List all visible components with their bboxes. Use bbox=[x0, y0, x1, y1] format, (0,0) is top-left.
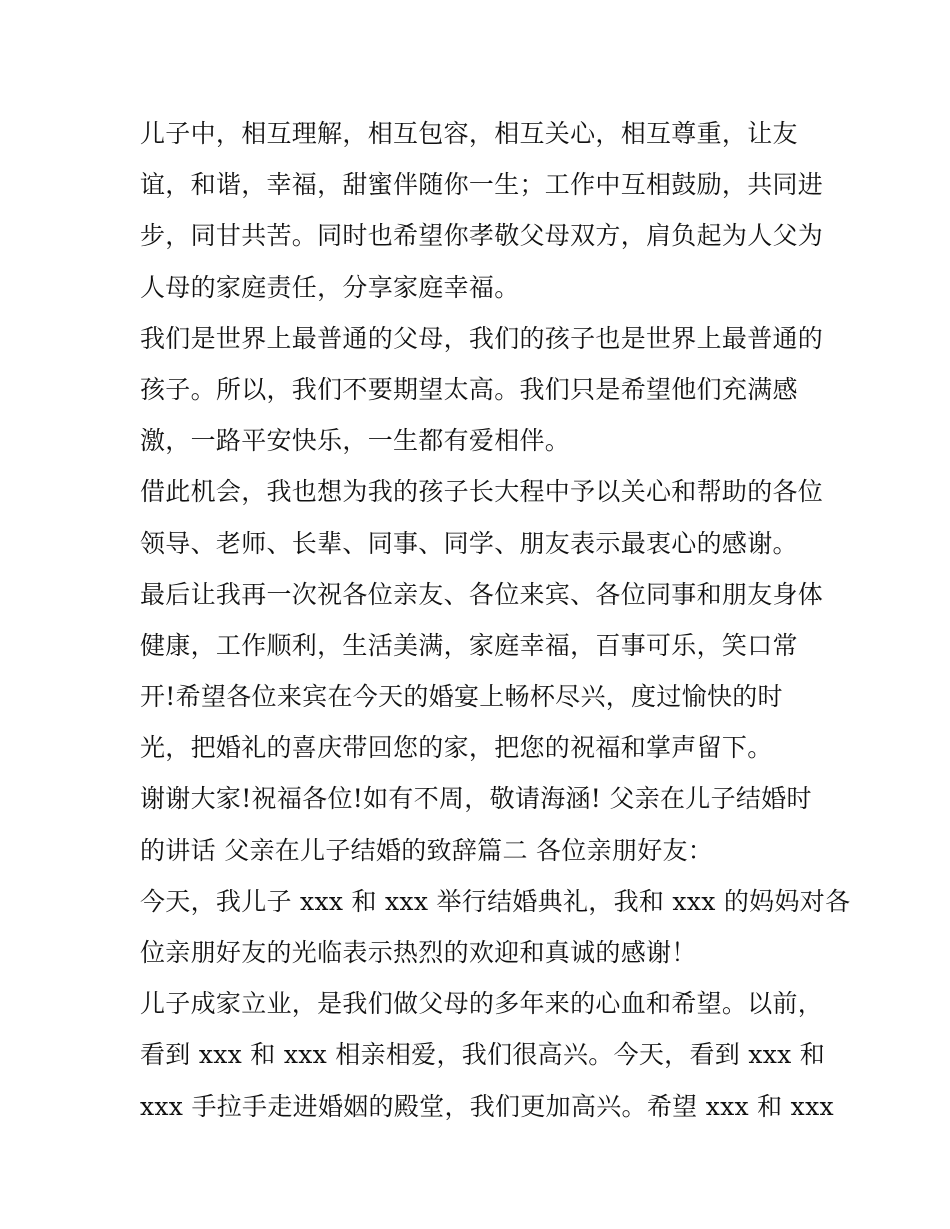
text-line: 儿子成家立业，是我们做父母的多年来的心血和希望。以前， bbox=[140, 989, 824, 1019]
text-line: 今天，我儿子 xxx 和 xxx 举行结婚典礼，我和 xxx 的妈妈对各 bbox=[140, 886, 851, 916]
text-line: 人母的家庭责任，分享家庭幸福。 bbox=[140, 272, 520, 302]
text-line: 借此机会，我也想为我的孩子长大程中予以关心和帮助的各位 bbox=[140, 477, 824, 507]
text-line: 光，把婚礼的喜庆带回您的家，把您的祝福和掌声留下。 bbox=[140, 733, 773, 763]
text-line: 谢谢大家!祝福各位!如有不周，敬请海涵! 父亲在儿子结婚时 bbox=[140, 784, 812, 814]
text-line: 开!希望各位来宾在今天的婚宴上畅杯尽兴，度过愉快的时 bbox=[140, 682, 783, 712]
text-line: 健康，工作顺利，生活美满，家庭幸福，百事可乐，笑口常 bbox=[140, 630, 798, 660]
text-line: 我们是世界上最普通的父母，我们的孩子也是世界上最普通的 bbox=[140, 323, 824, 353]
text-line: 的讲话 父亲在儿子结婚的致辞篇二 各位亲朋好友： bbox=[140, 835, 714, 865]
text-line: 激，一路平安快乐，一生都有爱相伴。 bbox=[140, 426, 571, 456]
text-line: 领导、老师、长辈、同事、同学、朋友表示最衷心的感谢。 bbox=[140, 528, 798, 558]
text-line: 儿子中，相互理解，相互包容，相互关心，相互尊重，让友 bbox=[140, 119, 798, 148]
text-line: 最后让我再一次祝各位亲友、各位来宾、各位同事和朋友身体 bbox=[140, 579, 824, 609]
text-line: 谊，和谐，幸福，甜蜜伴随你一生；工作中互相鼓励，共同进 bbox=[140, 170, 824, 200]
text-line: 步，同甘共苦。同时也希望你孝敬父母双方，肩负起为人父为 bbox=[140, 221, 824, 251]
text-line: 孩子。所以，我们不要期望太高。我们只是希望他们充满感 bbox=[140, 374, 798, 404]
text-line: xxx 手拉手走进婚姻的殿堂，我们更加高兴。希望 xxx 和 xxx bbox=[140, 1091, 834, 1121]
document-body bbox=[140, 108, 851, 1132]
text-line: 位亲朋好友的光临表示热烈的欢迎和真诚的感谢！ bbox=[140, 938, 697, 967]
text-line: 看到 xxx 和 xxx 相亲相爱，我们很高兴。今天，看到 xxx 和 bbox=[140, 1040, 826, 1070]
